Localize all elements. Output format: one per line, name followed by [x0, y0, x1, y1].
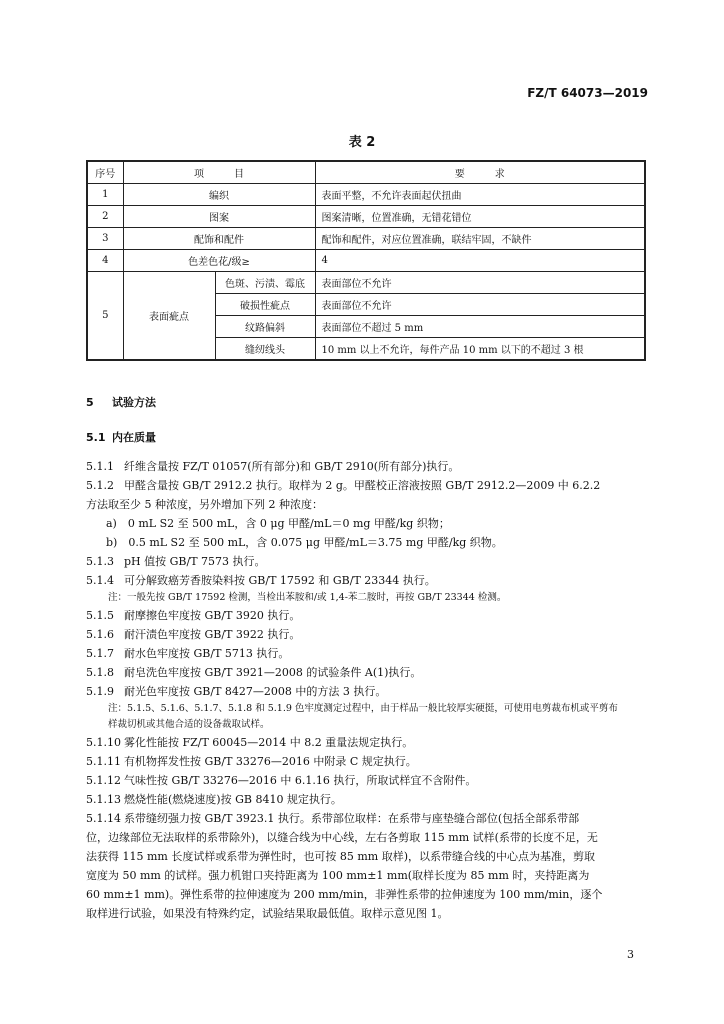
cell-no: 5 — [87, 272, 123, 361]
cell-item: 图案 — [123, 206, 315, 228]
cell-subitem: 纹路偏斜 — [215, 316, 315, 338]
requirements-table — [86, 160, 646, 361]
cell-req: 表面部位不允许 — [315, 294, 645, 316]
standard-code: FZ/T 64073—2019 — [527, 86, 648, 100]
header-req: 要 求 — [315, 161, 645, 184]
cell-no: 3 — [87, 228, 123, 250]
note-2-cont: 样裁切机或其他合适的设备裁取试样。 — [108, 719, 270, 730]
clause-5-1-11: 5.1.11 有机物挥发性按 GB/T 33276—2016 中附录 C 规定执行。 — [86, 755, 417, 768]
list-item-a: a) 0 mL S2 至 500 mL，含 0 μg 甲醛/mL＝0 mg 甲醛/kg 织物； — [106, 517, 450, 530]
list-item-b: b) 0.5 mL S2 至 500 mL，含 0.075 μg 甲醛/mL＝3.75 mg 甲醛/kg 织物。 — [106, 536, 503, 549]
table-row — [87, 184, 645, 206]
clause-5-1-1: 5.1.1 纤维含量按 FZ/T 01057(所有部分)和 GB/T 2910(所有部分)执行。 — [86, 460, 460, 473]
clause-5-1-14-line6: 取样进行试验，如果没有特殊约定，试验结果取最低值。取样示意见图 1。 — [86, 907, 449, 920]
header-item: 项 目 — [123, 161, 315, 184]
page-number: 3 — [627, 948, 634, 961]
cell-no: 4 — [87, 250, 123, 272]
cell-req: 4 — [315, 250, 645, 272]
cell-req: 图案清晰，位置准确，无错花错位 — [315, 206, 645, 228]
table-header-row — [87, 161, 645, 184]
cell-req: 表面部位不超过 5 mm — [315, 316, 645, 338]
note-1: 注：一般先按 GB/T 17592 检测，当检出苯胺和/或 1,4-苯二胺时，再按 GB/T 23344 检测。 — [108, 592, 507, 603]
cell-item: 编织 — [123, 184, 315, 206]
clause-5-1-2: 5.1.2 甲醛含量按 GB/T 2912.2 执行。取样为 2 g。甲醛校正溶液按照 GB/T 2912.2—2009 中 6.2.2 — [86, 479, 601, 492]
clause-5-1-14-line3: 法获得 115 mm 长度试样或系带为弹性时，也可按 85 mm 取样)，以系带缝合线的中心点为基准，剪取 — [86, 850, 595, 863]
clause-5-1-14-line4: 宽度为 50 mm 的试样。强力机钳口夹持距离为 100 mm±1 mm(取样长度为 85 mm 时，夹持距离为 — [86, 869, 590, 882]
cell-item: 色差色花/级≥ — [123, 250, 315, 272]
cell-req: 10 mm 以上不允许，每件产品 10 mm 以下的不超过 3 根 — [315, 338, 645, 361]
clause-5-1-9: 5.1.9 耐光色牢度按 GB/T 8427—2008 中的方法 3 执行。 — [86, 685, 387, 698]
cell-subitem: 色斑、污渍、霉底 — [215, 272, 315, 294]
cell-item: 配饰和配件 — [123, 228, 315, 250]
note-2: 注：5.1.5、5.1.6、5.1.7、5.1.8 和 5.1.9 色牢度测定过程中，由于样品一般比较厚实硬挺，可使用电剪裁布机或平剪布 — [108, 703, 618, 714]
cell-req: 表面部位不允许 — [315, 272, 645, 294]
section-heading-5: 5 试验方法 — [86, 396, 156, 409]
clause-5-1-12: 5.1.12 气味性按 GB/T 33276—2016 中 6.1.16 执行，所取试样宜不含附件。 — [86, 774, 477, 787]
cell-req: 表面平整，不允许表面起伏扭曲 — [315, 184, 645, 206]
clause-5-1-2-cont: 方法取至少 5 种浓度，另外增加下列 2 种浓度： — [86, 498, 323, 511]
clause-5-1-5: 5.1.5 耐摩擦色牢度按 GB/T 3920 执行。 — [86, 609, 301, 622]
header-no: 序号 — [87, 161, 123, 184]
table-row — [87, 206, 645, 228]
cell-subitem: 破损性疵点 — [215, 294, 315, 316]
section-heading-5-1: 5.1 内在质量 — [86, 431, 156, 444]
clause-5-1-10: 5.1.10 雾化性能按 FZ/T 60045—2014 中 8.2 重量法规定执行。 — [86, 736, 414, 749]
table-row — [87, 228, 645, 250]
clause-5-1-3: 5.1.3 pH 值按 GB/T 7573 执行。 — [86, 555, 266, 568]
document-body — [86, 393, 653, 923]
table-row — [87, 250, 645, 272]
table-caption: 表 2 — [348, 135, 376, 150]
cell-req: 配饰和配件，对应位置准确，联结牢固，不缺件 — [315, 228, 645, 250]
cell-no: 2 — [87, 206, 123, 228]
cell-no: 1 — [87, 184, 123, 206]
clause-5-1-6: 5.1.6 耐汗渍色牢度按 GB/T 3922 执行。 — [86, 628, 301, 641]
table-row — [87, 272, 645, 294]
cell-item: 表面疵点 — [123, 272, 215, 361]
clause-5-1-8: 5.1.8 耐皂洗色牢度按 GB/T 3921—2008 的试验条件 A(1)执行。 — [86, 666, 422, 679]
cell-subitem: 缝纫线头 — [215, 338, 315, 361]
clause-5-1-14: 5.1.14 系带缝纫强力按 GB/T 3923.1 执行。系带部位取样：在系带与座垫缝合部位(包括全部系带部 — [86, 812, 580, 825]
clause-5-1-14-line2: 位，边缘部位无法取样的系带除外)，以缝合线为中心线，左右各剪取 115 mm 试样(系带的长度不足，无 — [86, 831, 598, 844]
clause-5-1-13: 5.1.13 燃烧性能(燃烧速度)按 GB 8410 规定执行。 — [86, 793, 342, 806]
clause-5-1-7: 5.1.7 耐水色牢度按 GB/T 5713 执行。 — [86, 647, 290, 660]
clause-5-1-14-line5: 60 mm±1 mm)。弹性系带的拉伸速度为 200 mm/min，非弹性系带的拉伸速度为 100 mm/min，逐个 — [86, 888, 603, 901]
clause-5-1-4: 5.1.4 可分解致癌芳香胺染料按 GB/T 17592 和 GB/T 23344 执行。 — [86, 574, 436, 587]
